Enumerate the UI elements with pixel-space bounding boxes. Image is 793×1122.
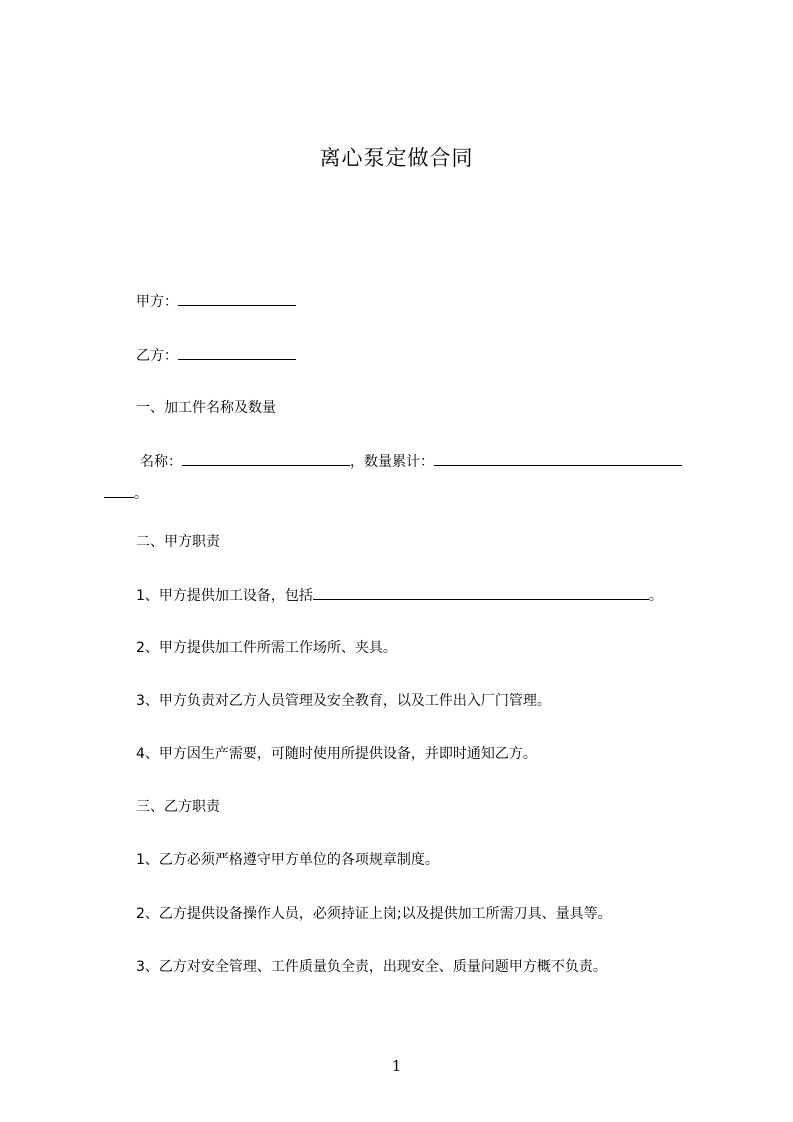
section3-item3: 3、乙方对安全管理、工件质量负全责，出现安全、质量问题甲方概不负责。 bbox=[136, 959, 607, 975]
section2-item4: 4、甲方因生产需要，可随时使用所提供设备，并即时通知乙方。 bbox=[136, 746, 537, 762]
party-a-line bbox=[136, 291, 296, 312]
quantity-blank-continued bbox=[104, 483, 134, 498]
party-b-label: 乙方： bbox=[136, 348, 178, 364]
page-number: 1 bbox=[391, 1057, 402, 1075]
section2-item1-end: 。 bbox=[648, 588, 663, 604]
section3-item2: 2、乙方提供设备操作人员，必须持证上岗;以及提供加工所需刀具、量具等。 bbox=[136, 906, 612, 922]
quantity-blank bbox=[434, 451, 682, 466]
section3-item1: 1、乙方必须严格遵守甲方单位的各项规章制度。 bbox=[136, 852, 439, 868]
section3-heading: 三、乙方职责 bbox=[136, 799, 220, 815]
name-quantity-line bbox=[140, 451, 682, 472]
section2-item1 bbox=[136, 585, 663, 606]
party-b-blank bbox=[178, 345, 296, 360]
section1-heading: 一、加工件名称及数量 bbox=[136, 400, 276, 416]
party-b-line bbox=[136, 345, 296, 366]
party-a-label: 甲方： bbox=[136, 294, 178, 310]
quantity-end-mark: 。 bbox=[134, 486, 148, 502]
document-title: 离心泵定做合同 bbox=[319, 146, 474, 170]
quantity-label: ，数量累计： bbox=[350, 454, 434, 470]
quantity-continuation-line bbox=[104, 483, 148, 504]
name-blank bbox=[182, 451, 350, 466]
section2-item1-text: 1、甲方提供加工设备，包括 bbox=[136, 588, 313, 604]
section2-heading: 二、甲方职责 bbox=[136, 534, 220, 550]
party-a-blank bbox=[178, 291, 296, 306]
section2-item3: 3、甲方负责对乙方人员管理及安全教育，以及工件出入厂门管理。 bbox=[136, 693, 551, 709]
section2-item2: 2、甲方提供加工件所需工作场所、夹具。 bbox=[136, 640, 397, 656]
name-label: 名称： bbox=[140, 454, 182, 470]
equipment-blank bbox=[313, 585, 649, 600]
